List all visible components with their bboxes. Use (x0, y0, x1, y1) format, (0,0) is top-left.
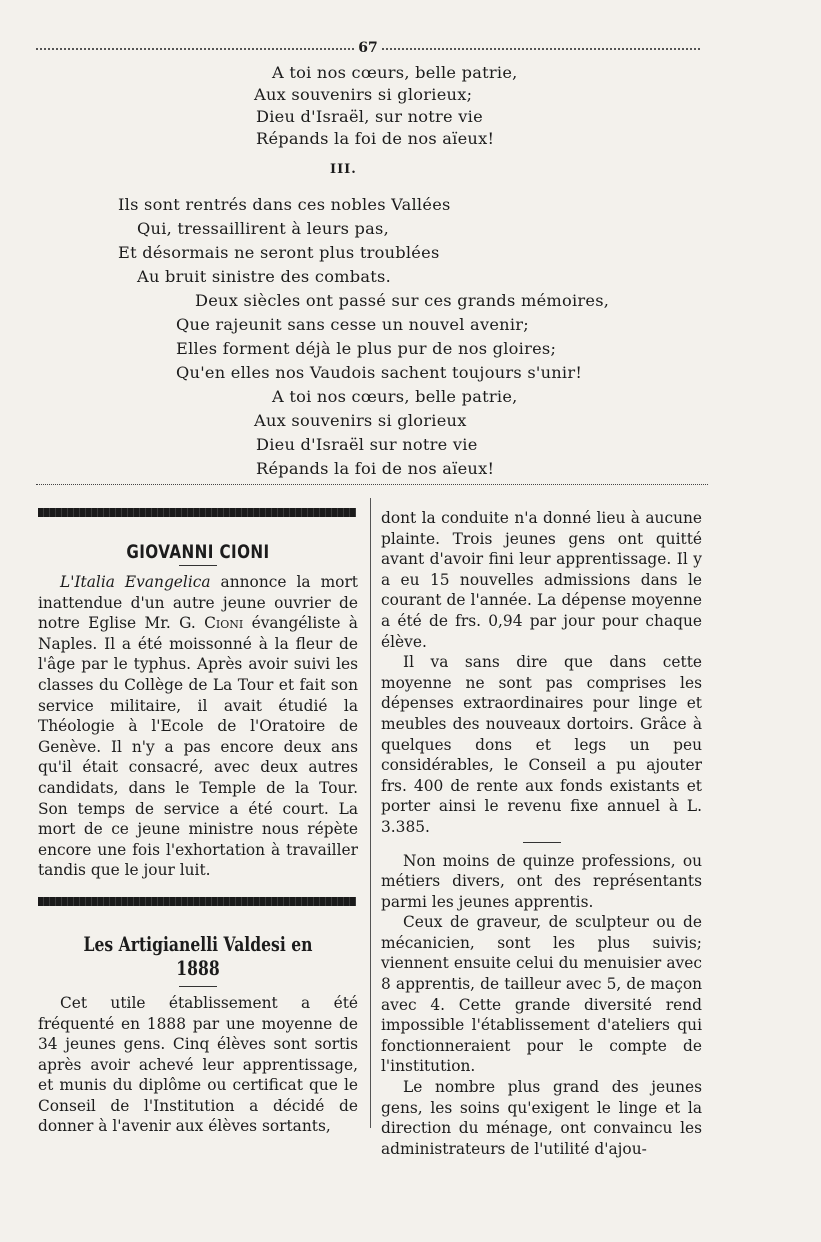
left-column (38, 508, 358, 1137)
article-paragraph: Le nombre plus grand des jeunes gens, les soins qu'exigent le linge et la direction du ménage, ont convaincu les administrateurs de l'utilité d'ajou- (381, 1078, 702, 1158)
paragraph-text: évangéliste à Naples. Il a été moissonné à la fleur de l'âge par le typhus. Après avoir suivi les classes du Collège de La Tour et fait son service militaire, il avait étudié la Théologie à l'Ecole de l'Oratoire de Genève. Il n'y a pas encore deux ans qu'il était consacré, avec deux autres candidats, dans le Temple de la Tour. Son temps de service a été court. La mort de ce jeune ministre nous répète encore une fois l'exhortation à travailler tandis que le jour luit. (38, 614, 358, 880)
publication-name: L'Italia Evangelica (60, 573, 211, 591)
poem-line: Elles forment déjà le plus pur de nos gloires; (176, 339, 557, 358)
article-title: GIOVANNI CIONI (126, 541, 270, 563)
title-dash (179, 565, 217, 566)
poem-line: Qui, tressaillirent à leurs pas, (137, 219, 389, 238)
section-number: III. (330, 162, 357, 177)
right-column (381, 508, 702, 1159)
page-header (36, 40, 700, 56)
poem-line: Deux siècles ont passé sur ces grands mémoires, (195, 291, 610, 310)
poem-line: Répands la foi de nos aïeux! (256, 129, 495, 148)
article-paragraph: Il va sans dire que dans cette moyenne ne sont pas comprises les dépenses extraordinaires pour linge et meubles des nouveaux dortoirs. Grâce à quelques dons et legs un peu considérables, le Conseil a pu ajouter frs. 400 de rente aux fonds existants et porter ainsi le revenu fixe annuel à L. 3.385. (381, 653, 702, 836)
column-divider (370, 498, 371, 1128)
article-paragraph: Cet utile établissement a été fréquenté en 1888 par une moyenne de 34 jeunes gens. Cinq élèves sont sortis après avoir achevé leur apprentissage, et munis du diplôme ou certificat que le Conseil de l'Institution a décidé de donner à l'avenir aux élèves sortants, (38, 993, 358, 1136)
poem-line: Et désormais ne seront plus troublées (118, 243, 440, 262)
section-dash (523, 842, 561, 843)
poem-line: Aux souvenirs si glorieux; (254, 85, 473, 104)
article-paragraph (38, 572, 358, 881)
person-name: Cioni (204, 614, 244, 633)
poem-line: Qu'en elles nos Vaudois sachent toujours s'unir! (176, 363, 583, 382)
header-rule-right (382, 48, 700, 50)
poem-line: Répands la foi de nos aïeux! (256, 459, 495, 478)
poem-line: Dieu d'Israël sur notre vie (256, 435, 478, 454)
paragraph-text: annonce la mort inattendue d'un autre jeune ouvrier de notre Eglise Mr. G. (38, 573, 358, 633)
poem-line: A toi nos cœurs, belle patrie, (272, 387, 518, 406)
ornamental-bar (38, 508, 356, 517)
article-paragraph: Ceux de graveur, de sculpteur ou de mécanicien, sont les plus suivis; viennent ensuite celui du menuisier avec 8 apprentis, de tailleur avec 5, de maçon avec 4. Cette grande diversité rend impossible l'établissement d'ateliers qui fonctionneraient pour le compte de l'institution. (381, 913, 702, 1076)
poem-line: A toi nos cœurs, belle patrie, (272, 63, 518, 82)
ornamental-bar (38, 897, 356, 906)
page-number: 67 (358, 40, 378, 56)
poem-line: Que rajeunit sans cesse un nouvel avenir; (176, 315, 529, 334)
poem-line: Au bruit sinistre des combats. (137, 267, 392, 286)
article-title: Les Artigianelli Valdesi en 1888 (83, 931, 313, 980)
header-rule-left (36, 48, 354, 50)
poem-line: Aux souvenirs si glorieux (254, 411, 467, 430)
title-dash (179, 986, 217, 987)
poem-line: Ils sont rentrés dans ces nobles Vallées (118, 195, 451, 214)
article-paragraph: Non moins de quinze professions, ou métiers divers, ont des représentants parmi les jeunes apprentis. (381, 851, 702, 911)
article-paragraph: dont la conduite n'a donné lieu à aucune plainte. Trois jeunes gens ont quitté avant d'avoir fini leur apprentissage. Il y a eu 15 nouvelles admissions dans le courant de l'année. La dépense moyenne a été de frs. 0,94 par jour pour chaque élève. (381, 509, 702, 651)
poem-line: Dieu d'Israël, sur notre vie (256, 107, 483, 126)
section-divider (36, 484, 708, 485)
